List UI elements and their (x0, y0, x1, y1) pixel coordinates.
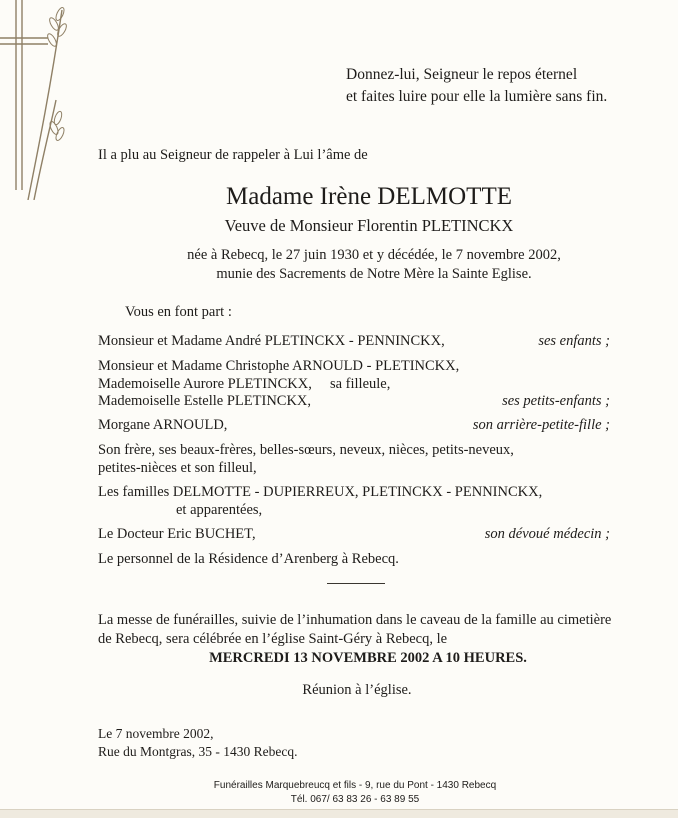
prayer-quote (346, 64, 607, 108)
family-group-doctor (98, 526, 610, 544)
family-relation: ses petits-enfants ; (502, 393, 610, 409)
intro-text: Il a plu au Seigneur de rappeler à Lui l’âme de (98, 147, 368, 163)
family-line: Le personnel de la Résidence d’Arenberg à Rebecq. (98, 551, 399, 567)
family-relation: ses enfants ; (538, 333, 610, 349)
family-line: Son frère, ses beaux-frères, belles-sœurs, neveux, nièces, petits-neveux, (98, 442, 514, 458)
family-line: Mademoiselle Estelle PLETINCKX, (98, 393, 312, 409)
prayer-line-2: et faites luire pour elle la lumière sans fin. (346, 88, 608, 105)
prayer-line-1: Donnez-lui, Seigneur le repos éternel (346, 66, 578, 83)
announce-text: Vous en font part : (125, 304, 232, 320)
cross-wheat-icon (0, 0, 80, 200)
family-line: Le Docteur Eric BUCHET, (98, 526, 256, 542)
family-line: Morgane ARNOULD, (98, 417, 228, 433)
meeting-info: Réunion à l’église. (302, 682, 412, 698)
family-group-grandchildren (98, 358, 610, 411)
page-bottom-edge (0, 809, 678, 818)
section-divider (327, 583, 385, 584)
footer-line-2: Tél. 067/ 63 83 26 - 63 89 55 (290, 794, 420, 805)
family-line: Monsieur et Madame Christophe ARNOULD - PLETINCKX, (98, 358, 460, 374)
mass-line-1: La messe de funérailles, suivie de l’inhumation dans le caveau de la famille au cimetière (98, 612, 612, 628)
funeral-home-footer (0, 779, 678, 807)
family-line: Monsieur et Madame André PLETINCKX - PENNINCKX, (98, 333, 445, 349)
notice-date: Le 7 novembre 2002, (98, 726, 214, 741)
mass-info (98, 611, 623, 649)
widow-of: Veuve de Monsieur Florentin PLETINCKX (224, 216, 514, 235)
notice-address: Rue du Montgras, 35 - 1430 Rebecq. (98, 744, 298, 759)
family-relation: son dévoué médecin ; (484, 526, 610, 542)
birth-line: née à Rebecq, le 27 juin 1930 et y décédée, le 7 novembre 2002, (187, 247, 561, 263)
family-line: petites-nièces et son filleul, (98, 459, 257, 476)
family-group-siblings (98, 442, 610, 477)
birth-death-info (0, 246, 678, 284)
family-group-residence (98, 551, 610, 569)
family-line: Les familles DELMOTTE - DUPIERREUX, PLETINCKX - PENNINCKX, (98, 484, 543, 500)
family-line: Mademoiselle Aurore PLETINCKX, sa filleule, (98, 375, 391, 392)
family-group-children (98, 333, 610, 351)
sacraments-line: munie des Sacrements de Notre Mère la Sainte Eglise. (216, 266, 532, 282)
place-date (98, 725, 297, 761)
mass-line-2: de Rebecq, sera célébrée en l’église Saint-Géry à Rebecq, le (98, 631, 448, 647)
family-group-great-grandchild (98, 417, 610, 435)
family-group-families (98, 484, 610, 519)
deceased-name: Madame Irène DELMOTTE (226, 183, 512, 210)
family-line: et apparentées, (176, 501, 263, 518)
family-relation: son arrière-petite-fille ; (472, 417, 610, 433)
mass-date: MERCREDI 13 NOVEMBRE 2002 A 10 HEURES. (209, 650, 527, 666)
footer-line-1: Funérailles Marquebreucq et fils - 9, rue du Pont - 1430 Rebecq (213, 780, 497, 791)
